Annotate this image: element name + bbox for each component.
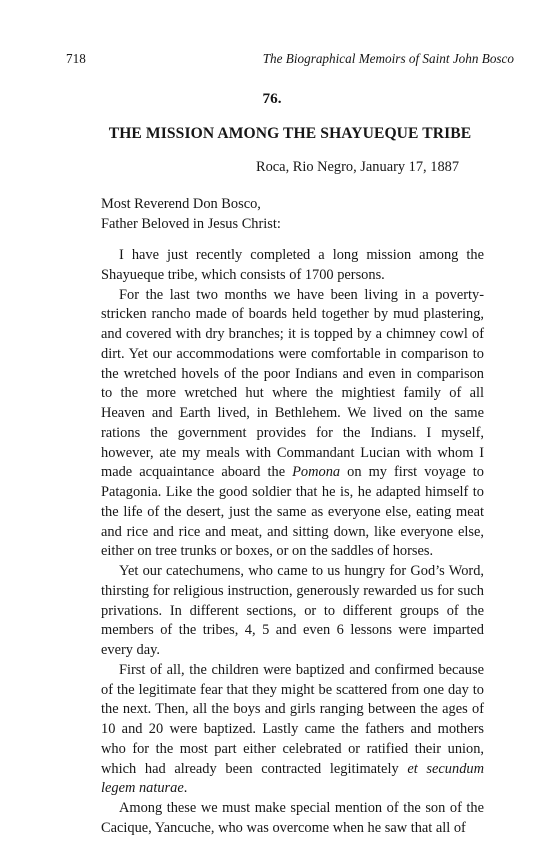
paragraph-text: Yet our catechumens, who came to us hungry for God’s Word, thirsting for religious instruction, generously rewarded us for such privations. In different sections, or to different groups of the members of the tribes, 4, 5 and even 6 lessons were imparted every day. [101,563,484,658]
body-paragraph [101,246,484,286]
letter-dateline: Roca, Rio Negro, January 17, 1887 [256,159,460,175]
paragraph-text: on my first voyage to Patagonia. Like the good soldier that he is, he adapted himself to the life of the desert, just the same as everyone else, eating meat and rice and rice and meat, and sitting down, like everyone else, either on tree trunks or boxes, or on the saddles of horses. [101,464,484,560]
letter-body [101,246,484,839]
ship-name: Pomona [292,464,341,481]
body-paragraph [101,799,484,839]
paragraph-text: I have just recently completed a long mission among the Shayueque tribe, which consists of 1700 persons. [101,247,484,283]
paragraph-text: Among these we must make special mention of the son of the Cacique, Yancuche, who was overcome when he saw that all of [101,800,484,836]
chapter-number: 76. [262,90,282,107]
page-header [66,50,514,68]
salutation-line: Most Reverend Don Bosco, [101,196,261,212]
salutation-line: Father Beloved in Jesus Christ: [101,216,281,232]
paragraph-text: For the last two months we have been living in a poverty-stricken rancho made of boards held together by mud plastering, and covered with dry branches; it is topped by a chimney cowl of dirt. Yet our accommodations were comfortable in comparison to the wretched hovels of the poor Indians and even in comparison to the more wretched hut where the mightiest family of all Heaven and Earth lived, in Bethlehem. We lived on the same rations the government provides for the Indians. I myself, however, ate my meals with Commandant Lucian with whom I made acquaintance aboard the [101,286,484,481]
latin-phrase: et secundum legem naturae [101,760,484,797]
body-paragraph [101,661,484,799]
body-paragraph [101,286,484,563]
paragraph-text: First of all, the children were baptized and confirmed because of the legitimate fear that they might be scattered from one day to the next. Then, all the boys and girls ranging between the ages of 10 and 20 were baptized. Lastly came the fathers and mothers who for the most part either celebrated or ratified their union, which had already been contracted legitimately [101,661,484,777]
body-paragraph [101,562,484,661]
running-head: The Biographical Memoirs of Saint John Bosco [262,51,514,66]
letter-salutation [101,194,281,234]
chapter-title: THE MISSION AMONG THE SHAYUEQUE TRIBE [108,125,472,142]
page-number: 718 [66,51,86,66]
paragraph-text: . [183,780,188,797]
